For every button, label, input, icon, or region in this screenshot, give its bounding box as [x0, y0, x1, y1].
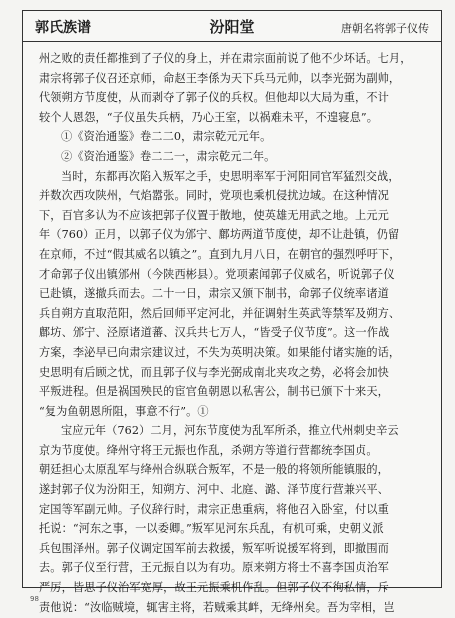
page-number: 98 [30, 595, 39, 603]
body-line: 代领朔方节度使，从而剥夺了郭子仪的兵权。但他却以大局为重，不计 [39, 91, 389, 105]
body-line: 方案，李泌早已向肃宗建议过，不失为英明决策。如果能付诸实施的话， [39, 345, 401, 359]
body-line: 年（760）正月，以郭子仪为邠宁、鄜坊两道节度使，却不让赴镇，仍留 [39, 228, 400, 242]
body-line: 定国等军副元帅。子仪辞行时，肃宗正患重病，将他召入卧室，付以重 [39, 502, 389, 516]
body-line: 平叛进程。但是祸国殃民的宦官鱼朝恩以私害公，制书已颁下十来天， [39, 385, 389, 399]
header-hall-name: 汾阳堂 [209, 18, 255, 36]
header-chapter-title: 唐朝名将郭子仪传 [341, 22, 429, 35]
body-line: “复为鱼朝恩所阻，事意不行”。① [39, 404, 209, 418]
body-line: 严厉，皆思子仪治军宽厚，故王元振乘机作乱。但郭子仪不徇私情，斥 [39, 581, 389, 595]
body-line: 史思明有后顾之忧，而且郭子仪与李光弼成南北夹攻之势，必将会加快 [39, 365, 389, 379]
body-line: 鄜坊、邠宁、泾原诸道蕃、汉兵共七万人，“皆受子仪节度”。这一作战 [39, 326, 390, 340]
body-line: 宝应元年（762）二月，河东节度使为乱军所杀，推立代州刺史辛云 [61, 424, 399, 438]
body-line: 遂封郭子仪为汾阳王，知朔方、河中、北庭、潞、泽节度行营兼兴平、 [39, 483, 389, 497]
body-line: 朝廷担心太原乱军与绛州合纵联合叛军，不是一般的将领所能镇服的， [39, 463, 389, 477]
body-line: 当时，东都再次陷入叛军之手，史思明率军于河阳同官军猛烈交战， [61, 169, 400, 183]
body-line: 下，百官多认为不应该把郭子仪置于散地，使英雄无用武之地。上元元 [39, 208, 389, 222]
body-line: 已赴镇，遂撤兵而去。二十一日，肃宗又颁下制书，命郭子仪统率诸道 [39, 287, 389, 301]
body-line: 兵包围泽州。郭子仪调定国军前去救援，叛军听说援军将到，即撤围而 [39, 541, 389, 555]
body-line: 较个人恩怨，“子仪虽失兵柄，乃心王室，以祸难未平，不遑寝息”。 [39, 110, 378, 124]
body-line: 去。郭子仪至行营，王元振自以为有功。原来朔方将士不喜李国贞治军 [39, 561, 389, 575]
body-line: ②《资治通鉴》卷二二一，肃宗乾元二年。 [61, 149, 276, 163]
header-book-title: 郭氏族谱 [35, 20, 91, 36]
body-line: 托说：“河东之事，一以委卿。”叛军见河东兵乱，有机可乘，史朝义派 [39, 522, 384, 536]
body-line: 责他说：“汝临贼境，辄害主将，若贼乘其衅，无绛州矣。吾为宰相，岂 [39, 600, 395, 614]
body-line: 京为节度使。绛州守将王元振也作乱，杀朔方等道行营都统李国贞。 [39, 443, 378, 457]
body-line: 才命郭子仪出镇邠州（今陕西彬县）。党项素闻郭子仪威名，听说郭子仪 [39, 267, 395, 281]
body-line: 肃宗将郭子仪召还京师，命赵王李係为天下兵马元帅，以李光弼为副帅， [39, 71, 401, 85]
body-text [39, 49, 427, 617]
body-line: 在京师，不过“假其威名以镇之”。直到九月八日，在朝官的强烈呼吁下， [39, 247, 401, 261]
body-line: 州之败的责任都推到了子仪的身上，并在肃宗面前说了他不少坏话。七月， [39, 52, 412, 65]
body-line: 并数次西攻陕州，气焰嚣张。同时，党项也乘机侵扰边域。在这种情况 [39, 189, 389, 203]
running-header [23, 11, 441, 42]
body-line: ①《资治通鉴》卷二二0，肃宗乾元元年。 [61, 130, 272, 144]
body-line: 兵自朔方直取范阳，然后回师平定河北，并征调射生英武等禁军及朔方、 [39, 306, 401, 320]
